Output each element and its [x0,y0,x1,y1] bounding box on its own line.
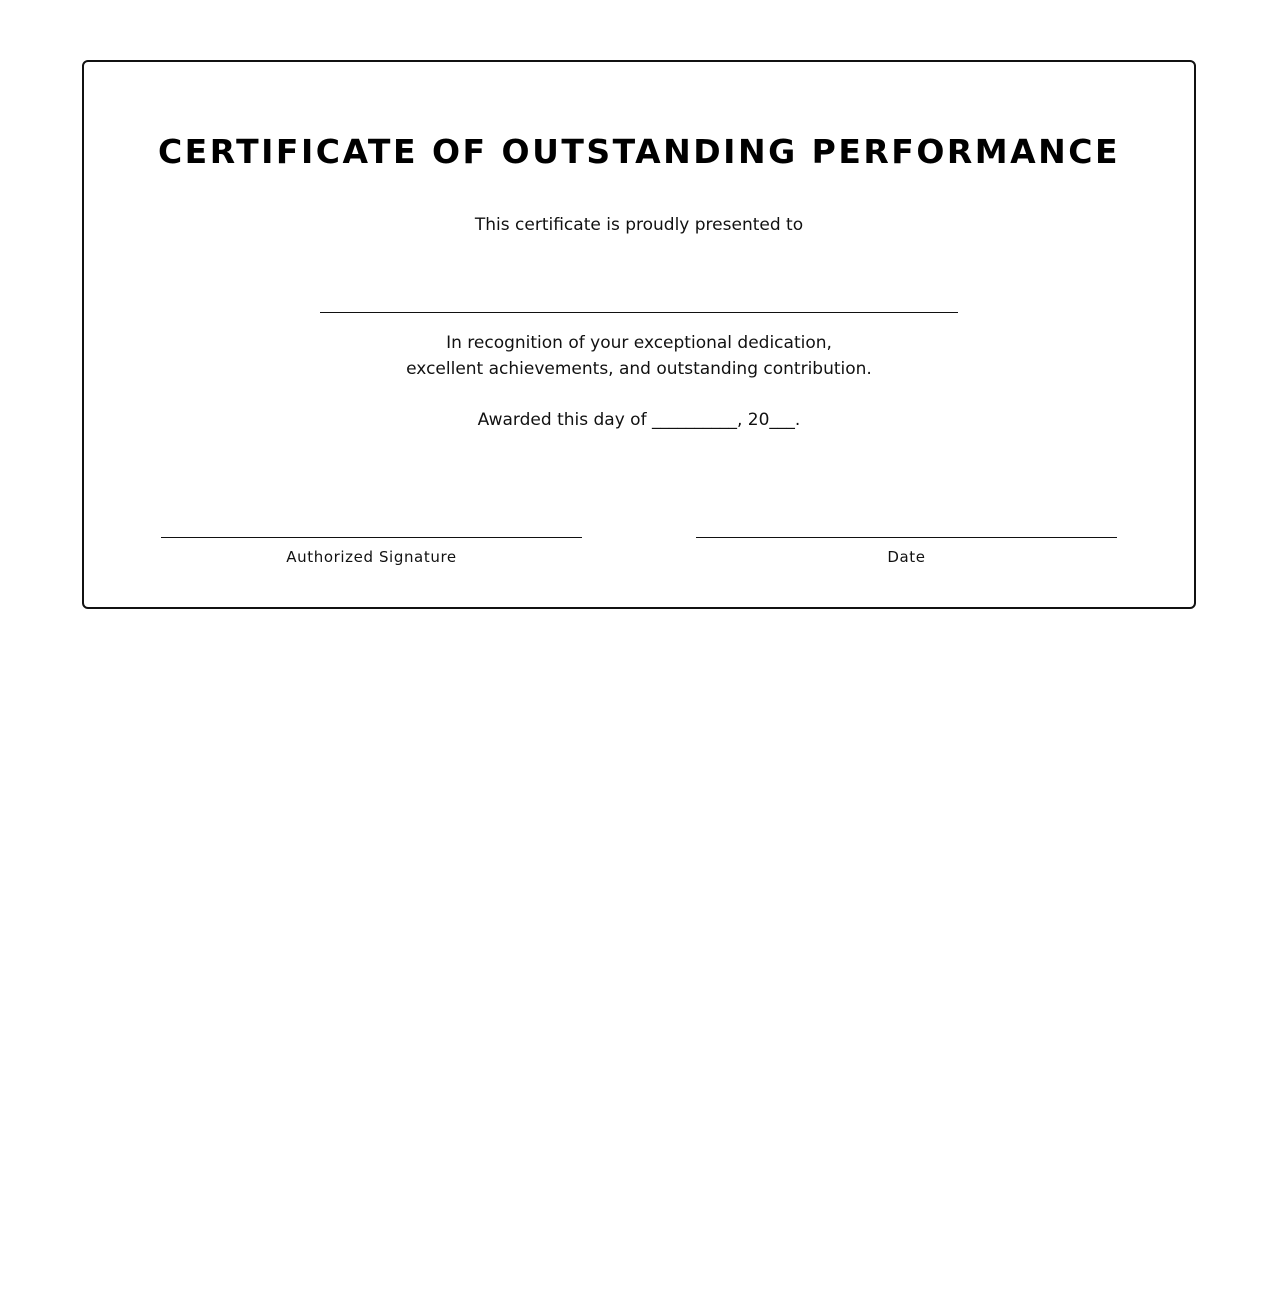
recipient-name-line [320,312,958,313]
date-block [696,537,1117,566]
date-label: Date [887,548,926,566]
presented-to-text: This certificate is proudly presented to [474,215,804,235]
recognition-line-1: In recognition of your exceptional dedication, [446,333,832,353]
signature-block [161,537,582,566]
signature-label: Authorized Signature [286,548,457,566]
recognition-line-2: excellent achievements, and outstanding contribution. [406,359,872,379]
recognition-text [84,330,1194,382]
date-line [696,537,1117,538]
awarded-date-text: Awarded this day of __________, 20___. [477,410,801,430]
signature-line [161,537,582,538]
certificate-frame [82,60,1196,609]
certificate-title: CERTIFICATE OF OUTSTANDING PERFORMANCE [157,132,1121,171]
